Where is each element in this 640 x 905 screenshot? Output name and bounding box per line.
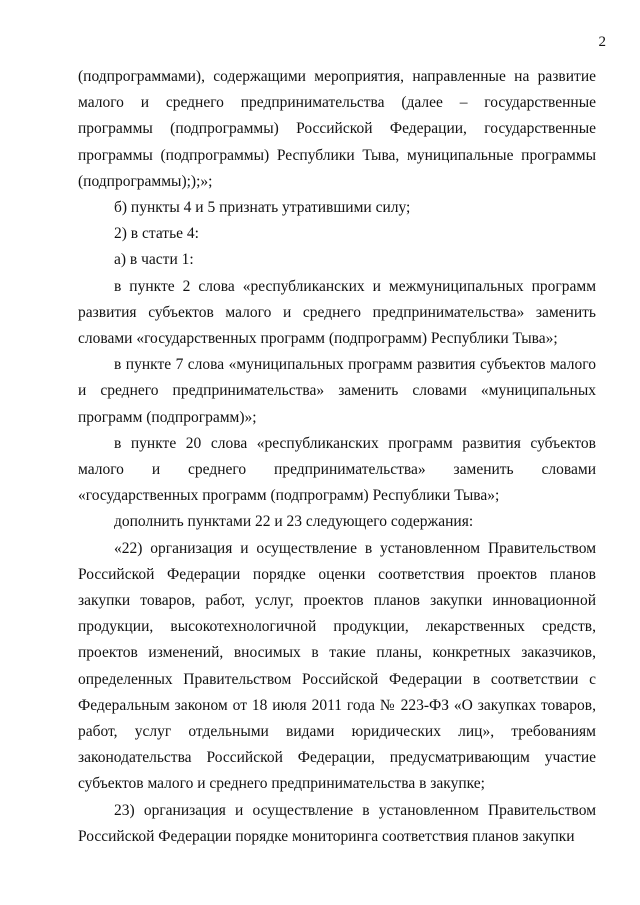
- paragraph-article-4: 2) в статье 4:: [114, 225, 199, 243]
- paragraph-add-points: дополнить пунктами 22 и 23 следующего содержания:: [114, 513, 474, 531]
- page-number: 2: [598, 34, 606, 50]
- paragraph-item-b: б) пункты 4 и 5 признать утратившими силу;: [114, 199, 411, 217]
- paragraph-point-22: «22) организация и осуществление в установленном Правительством Российской Федерации порядке оценки соответствия проектов планов закупки товаров, работ, услуг, проектов планов закупки инновационной продукции, высокотехнологичной продукции, лекарственных средств, проектов изменений, вносимых в такие планы, конкретных заказчиков, определенных Правительством Российской Федерации в соответствии с Федеральным законом от 18 июля 2011 года № 223-ФЗ «О закупках товаров, работ, услуг отдельными видами юридических лиц», требованиям законодательства Российской Федерации, предусматривающим участие субъектов малого и среднего предпринимательства в закупке;: [78, 539, 596, 793]
- document-body: [78, 64, 596, 850]
- paragraph-point-7: в пункте 7 слова «муниципальных программ развития субъектов малого и среднего предпринимательства» заменить словами «муниципальных программ (подпрограмм)»;: [78, 356, 596, 426]
- paragraph-point-23: 23) организация и осуществление в установленном Правительством Российской Федерации порядке мониторинга соответствия планов закупки: [78, 801, 596, 845]
- paragraph-point-2: в пункте 2 слова «республиканских и межмуниципальных программ развития субъектов малого и среднего предпринимательства» заменить словами «государственных программ (подпрограмм) Республики Тыва»;: [78, 277, 596, 348]
- paragraph-continuation: (подпрограммами), содержащими мероприятия, направленные на развитие малого и среднего предпринимательства (далее – государственные программы (подпрограммы) Российской Федерации, государственные программы (подпрограммы) Республики Тыва, муниципальные программы (подпрограммы););»;: [78, 68, 596, 190]
- paragraph-part-1: а) в части 1:: [114, 251, 194, 269]
- paragraph-point-20: в пункте 20 слова «республиканских программ развития субъектов малого и среднего предпринимательства» заменить словами «государственных программ (подпрограмм) Республики Тыва»;: [78, 434, 596, 505]
